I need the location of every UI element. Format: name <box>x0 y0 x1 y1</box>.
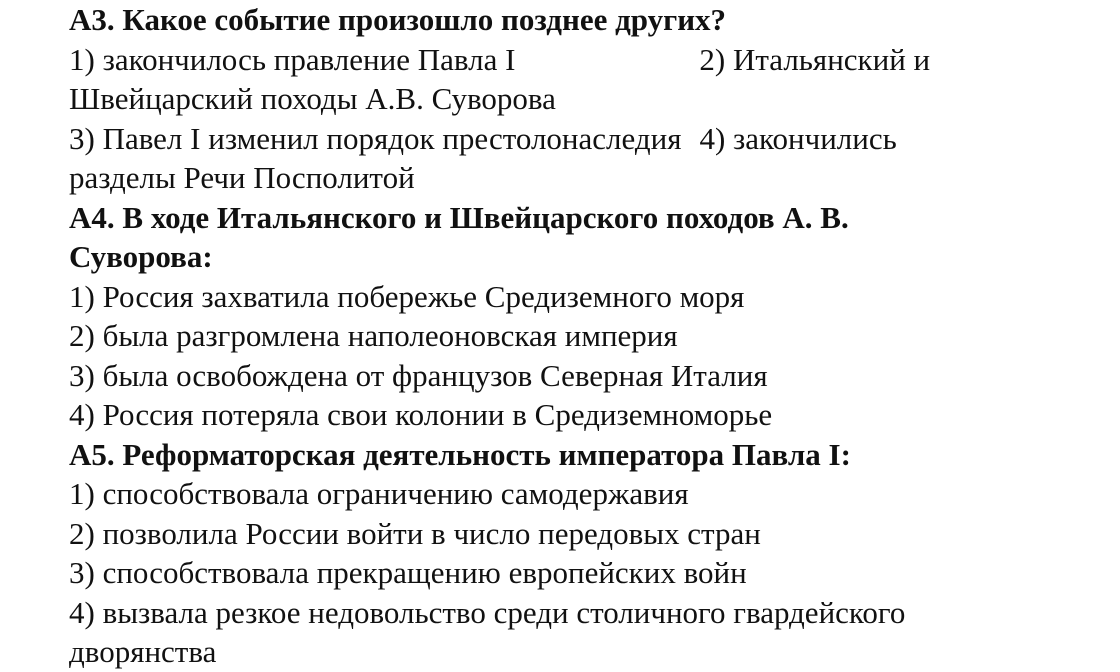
question-a5-option-1: 1) способствовала ограничению самодержавия <box>69 476 689 511</box>
question-a3-options-line-1 <box>69 40 1109 80</box>
question-a4-part-1: А4. В ходе Итальянского и Швейцарского походов А. В. <box>69 199 849 235</box>
question-a4-option-1: 1) Россия захватила побережье Средиземного моря <box>69 278 745 314</box>
question-a5-option-4-part-2: дворянства <box>69 634 217 669</box>
question-a5: А5. Реформаторская деятельность императора Павла I: <box>69 436 851 472</box>
question-a3: А3. Какое событие произошло позднее других? <box>69 2 727 37</box>
question-a5-option-2: 2) позволила России войти в число передовых стран <box>69 515 761 551</box>
question-a3-option-2-part-1: 2) Итальянский и <box>699 41 931 77</box>
question-a3-option-4-part-2: разделы Речи Посполитой <box>69 160 415 195</box>
question-a3-option-2-part-2: Швейцарский походы А.В. Суворова <box>69 81 556 116</box>
question-a5-option-3: 3) способствовала прекращению европейских войн <box>69 555 747 590</box>
document-page <box>69 0 1109 672</box>
question-a4-option-4: 4) Россия потеряла свои колонии в Средиземноморье <box>69 397 773 432</box>
question-a5-option-4-part-1: 4) вызвала резкое недовольство среди столичного гвардейского <box>69 594 906 630</box>
question-a3-option-1: 1) закончилось правление Павла I <box>69 41 516 77</box>
question-a4-option-2: 2) была разгромлена наполеоновская империя <box>69 318 678 353</box>
question-a3-options-line-3 <box>69 119 1109 159</box>
question-a4-option-3: 3) была освобождена от французов Северная Италия <box>69 357 768 393</box>
question-a3-option-4-part-1: 4) закончились <box>699 120 897 156</box>
question-a4-part-2: Суворова: <box>69 239 213 274</box>
question-a3-option-3: 3) Павел I изменил порядок престолонаследия <box>69 120 682 156</box>
